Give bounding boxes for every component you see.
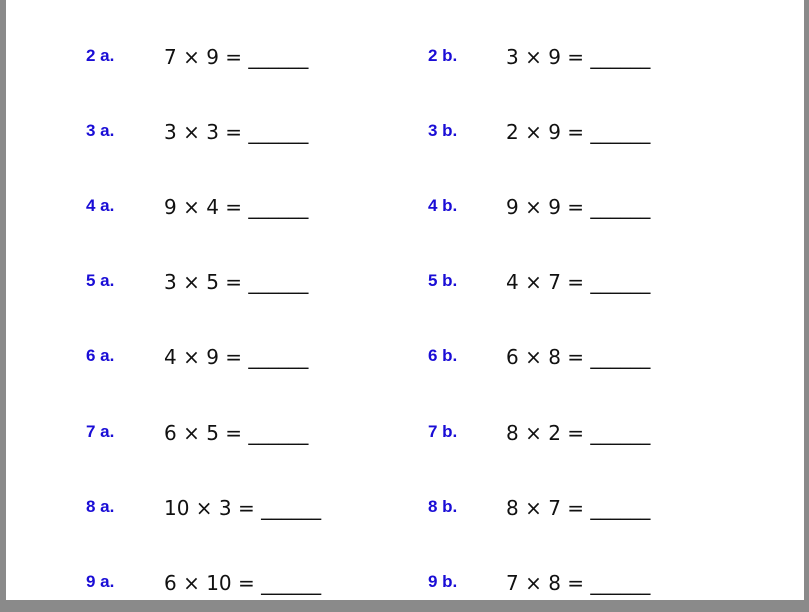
problem-expression: 7 × 9 = ______ — [164, 45, 309, 69]
problem-label: 6 b. — [428, 346, 458, 365]
problem-row — [6, 572, 804, 612]
problem-expression: 4 × 7 = ______ — [506, 270, 651, 294]
problem-expression: 9 × 9 = ______ — [506, 195, 651, 219]
problem-expression: 9 × 4 = ______ — [164, 195, 309, 219]
problem-row — [6, 422, 804, 462]
problem-label: 3 a. — [86, 121, 115, 140]
problem-expression: 3 × 5 = ______ — [164, 270, 309, 294]
problem-label: 9 b. — [428, 572, 458, 591]
problem-label: 4 b. — [428, 196, 458, 215]
problem-label: 9 a. — [86, 572, 115, 591]
problem-label: 3 b. — [428, 121, 458, 140]
problem-expression: 6 × 10 = ______ — [164, 571, 322, 595]
worksheet-page — [6, 0, 804, 600]
problem-expression: 2 × 9 = ______ — [506, 120, 651, 144]
problem-row — [6, 46, 804, 86]
problem-row — [6, 196, 804, 236]
problem-label: 7 a. — [86, 422, 115, 441]
problem-label: 8 b. — [428, 497, 458, 516]
problem-expression: 3 × 3 = ______ — [164, 120, 309, 144]
problem-expression: 8 × 2 = ______ — [506, 421, 651, 445]
problem-label: 6 a. — [86, 346, 115, 365]
problem-label: 7 b. — [428, 422, 458, 441]
problem-label: 5 b. — [428, 271, 458, 290]
problem-expression: 8 × 7 = ______ — [506, 496, 651, 520]
problem-row — [6, 271, 804, 311]
problem-label: 2 b. — [428, 46, 458, 65]
problem-expression: 3 × 9 = ______ — [506, 45, 651, 69]
problem-row — [6, 346, 804, 386]
problem-expression: 7 × 8 = ______ — [506, 571, 651, 595]
problem-expression: 6 × 8 = ______ — [506, 345, 651, 369]
problem-label: 4 a. — [86, 196, 115, 215]
problem-expression: 10 × 3 = ______ — [164, 496, 322, 520]
problem-label: 8 a. — [86, 497, 115, 516]
problem-row — [6, 497, 804, 537]
problem-label: 5 a. — [86, 271, 115, 290]
problem-label: 2 a. — [86, 46, 115, 65]
problem-expression: 4 × 9 = ______ — [164, 345, 309, 369]
problem-expression: 6 × 5 = ______ — [164, 421, 309, 445]
problem-row — [6, 121, 804, 161]
